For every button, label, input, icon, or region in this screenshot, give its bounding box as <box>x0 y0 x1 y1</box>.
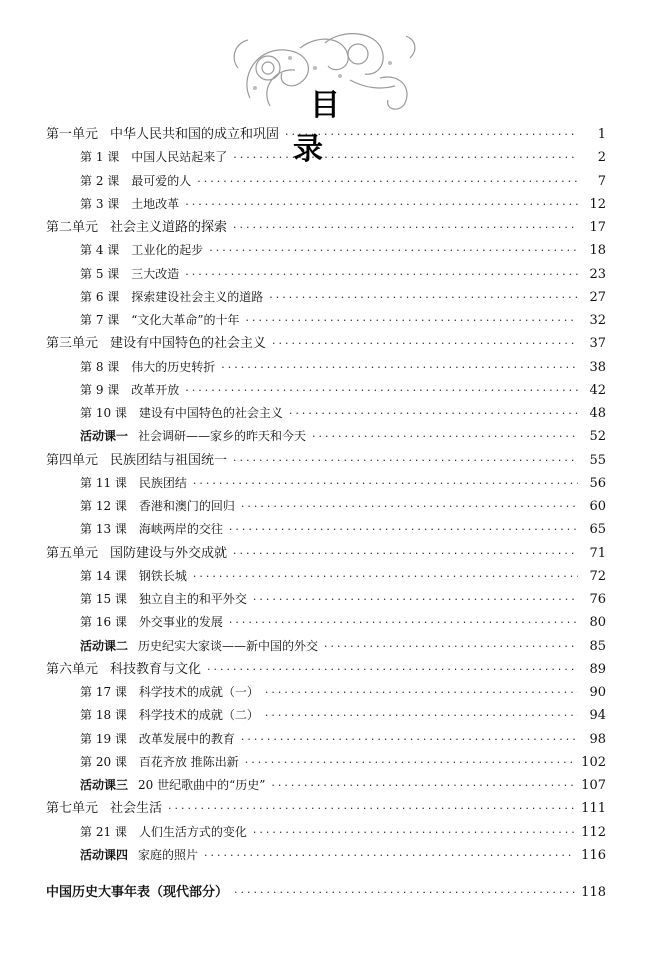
toc-row-lesson[interactable] <box>46 751 606 774</box>
toc-entry-title: 20 世纪歌曲中的“历史” <box>138 778 266 792</box>
toc-entry-title: 国防建设与外交成就 <box>110 545 228 561</box>
toc-entry-title: 香港和澳门的回归 <box>138 499 235 513</box>
dot-leader <box>185 263 578 286</box>
toc-entry-title: 钢铁长城 <box>138 568 187 583</box>
toc-page-number: 2 <box>597 150 606 166</box>
dot-leader <box>253 821 575 844</box>
toc-row-lesson[interactable] <box>46 402 606 425</box>
toc-entry-number: 第 19 课 <box>80 731 127 746</box>
toc-entry-number: 第 3 课 <box>80 196 120 211</box>
dot-leader <box>229 518 578 541</box>
toc-entry-number: 第六单元 <box>46 661 99 677</box>
page-title: 目 录 <box>293 88 374 167</box>
dot-leader <box>197 170 578 193</box>
toc-entry-title: 社会生活 <box>110 801 163 817</box>
toc-entry-number: 第 2 课 <box>80 173 120 188</box>
dot-leader <box>193 565 578 588</box>
toc-entry-number: 第二单元 <box>46 220 99 235</box>
dot-leader <box>265 704 578 727</box>
toc-page-number: 111 <box>581 801 606 817</box>
toc-entry-title: 历史纪实大家谈——新中国的外交 <box>138 638 319 653</box>
toc-entry-title: 科技教育与文化 <box>110 661 202 677</box>
toc-entry-title: 最可爱的人 <box>131 173 192 188</box>
toc-row-lesson[interactable] <box>46 239 606 262</box>
toc-entry-number: 第 7 课 <box>80 313 120 327</box>
toc-entry-title: “文化大革命”的十年 <box>131 313 240 327</box>
toc-row-activity[interactable] <box>46 844 606 867</box>
toc-page-number: 90 <box>589 685 606 700</box>
toc-row-lesson[interactable] <box>46 309 606 332</box>
toc-page-number: 7 <box>597 173 606 189</box>
toc-entry-title: 中国历史大事年表（现代部分） <box>46 885 229 900</box>
dot-leader <box>204 844 575 867</box>
toc-row-unit[interactable] <box>46 216 606 239</box>
toc-entry-title: 家庭的照片 <box>138 847 199 862</box>
toc-entry-title: 土地改革 <box>131 196 180 211</box>
dot-leader <box>312 425 578 448</box>
toc-row-unit[interactable] <box>46 542 606 565</box>
dot-leader <box>233 146 578 169</box>
toc-entry-number: 第 9 课 <box>80 382 120 397</box>
toc-entry-number: 第 4 课 <box>80 243 120 258</box>
toc-row-unit[interactable] <box>46 123 606 146</box>
dot-leader <box>245 751 575 774</box>
toc-entry-title: 中国人民站起来了 <box>131 150 228 165</box>
toc-page-number: 42 <box>589 382 606 398</box>
toc-row-lesson[interactable] <box>46 193 606 216</box>
toc-entry-title: 改革发展中的教育 <box>138 731 235 746</box>
toc-entry-number: 第 5 课 <box>80 266 120 281</box>
toc-page-number: 71 <box>589 545 606 561</box>
toc-row-lesson[interactable] <box>46 263 606 286</box>
toc-entry-number: 第七单元 <box>46 801 99 817</box>
toc-page-number: 60 <box>589 499 606 514</box>
toc-entry-title: 工业化的起步 <box>131 243 204 258</box>
toc-row-activity[interactable] <box>46 635 606 658</box>
toc-page-number: 38 <box>589 359 606 375</box>
toc-page-number: 118 <box>581 885 606 900</box>
toc-row-unit[interactable] <box>46 449 606 472</box>
toc-page-number: 17 <box>589 220 606 235</box>
dot-leader <box>233 216 578 239</box>
dot-leader <box>241 728 578 751</box>
toc-entry-number: 第四单元 <box>46 452 99 468</box>
toc-page-number: 18 <box>589 243 606 259</box>
toc-page-number: 12 <box>589 196 606 212</box>
toc-entry-number: 活动课三 <box>80 778 129 792</box>
dot-leader <box>221 356 578 379</box>
dot-leader <box>246 309 578 332</box>
toc-page-number: 85 <box>589 638 606 654</box>
toc-page-number: 72 <box>589 568 606 584</box>
toc-entry-number: 第五单元 <box>46 545 99 561</box>
toc-entry-number: 活动课四 <box>80 847 129 862</box>
toc-row-lesson[interactable] <box>46 495 606 518</box>
toc-entry-title: 建设有中国特色的社会主义 <box>138 406 283 420</box>
toc-page-number: 80 <box>589 615 606 631</box>
dot-leader <box>289 402 578 425</box>
toc-entry-number: 第 21 课 <box>80 824 127 839</box>
dot-leader <box>285 123 578 146</box>
toc-page-number: 98 <box>589 731 606 747</box>
toc-page-number: 76 <box>589 592 606 607</box>
toc-entry-number: 第 11 课 <box>80 475 127 490</box>
toc-row-lesson[interactable] <box>46 728 606 751</box>
toc-entry-title: 科学技术的成就（二） <box>138 708 259 723</box>
toc-entry-number: 第 16 课 <box>80 615 127 630</box>
toc-entry-number: 第 1 课 <box>80 150 120 165</box>
toc-entry-title: 民族团结 <box>138 475 187 490</box>
toc-entry-title: 改革开放 <box>131 382 180 397</box>
toc-entry-title: 海峡两岸的交往 <box>138 522 223 537</box>
toc-page-number: 1 <box>597 127 606 142</box>
dot-leader <box>209 239 578 262</box>
toc-page-number: 55 <box>589 452 606 468</box>
toc-row-unit[interactable] <box>46 658 606 681</box>
toc-entry-number: 第 8 课 <box>80 359 120 374</box>
toc-entry-number: 第 14 课 <box>80 568 127 583</box>
toc-entry-title: 中华人民共和国的成立和巩固 <box>110 127 280 142</box>
dot-leader <box>253 588 578 611</box>
toc-row-activity[interactable] <box>46 425 606 448</box>
toc-entry-number: 第三单元 <box>46 336 99 352</box>
toc-page-number: 116 <box>581 847 606 863</box>
toc-row-lesson[interactable] <box>46 704 606 727</box>
toc-page-number: 112 <box>581 824 606 840</box>
toc-page-number: 94 <box>589 708 606 724</box>
toc-row-lesson[interactable] <box>46 518 606 541</box>
toc-entry-number: 第 15 课 <box>80 592 127 606</box>
toc-row-lesson[interactable] <box>46 286 606 309</box>
toc-entry-number: 第 6 课 <box>80 289 120 304</box>
toc-entry-title: 百花齐放 推陈出新 <box>138 754 239 769</box>
table-of-contents <box>46 123 606 904</box>
toc-entry-title: 伟大的历史转折 <box>131 359 216 374</box>
toc-page-number: 56 <box>589 475 606 491</box>
toc-entry-title: 民族团结与祖国统一 <box>110 452 228 468</box>
toc-page-number: 107 <box>581 778 606 793</box>
toc-row-unit[interactable] <box>46 797 606 820</box>
toc-entry-title: 科学技术的成就（一） <box>138 685 259 699</box>
dot-leader <box>185 193 578 216</box>
toc-page-number: 89 <box>589 661 606 677</box>
toc-page-number: 102 <box>581 754 606 770</box>
dot-leader <box>207 658 578 681</box>
toc-entry-title: 社会调研——家乡的昨天和今天 <box>138 429 307 444</box>
toc-entry-title: 独立自主的和平外交 <box>138 592 247 606</box>
toc-page-number: 27 <box>589 289 606 305</box>
toc-entry-number: 活动课一 <box>80 429 129 444</box>
toc-row-lesson[interactable] <box>46 379 606 402</box>
toc-page-number: 37 <box>589 336 606 352</box>
toc-row-appendix[interactable] <box>46 881 606 904</box>
toc-entry-title: 探索建设社会主义的道路 <box>131 289 264 304</box>
toc-row-lesson[interactable] <box>46 681 606 704</box>
toc-entry-number: 第一单元 <box>46 127 99 142</box>
toc-row-lesson[interactable] <box>46 565 606 588</box>
dot-leader <box>265 681 578 704</box>
toc-page-number: 32 <box>589 313 606 328</box>
toc-page-number: 23 <box>589 266 606 282</box>
toc-entry-number: 第 18 课 <box>80 708 127 723</box>
toc-entry-number: 第 12 课 <box>80 499 127 513</box>
dot-leader <box>229 611 578 634</box>
dot-leader <box>271 774 575 797</box>
toc-row-lesson[interactable] <box>46 611 606 634</box>
toc-row-lesson[interactable] <box>46 821 606 844</box>
toc-row-activity[interactable] <box>46 774 606 797</box>
dot-leader <box>233 449 578 472</box>
dot-leader <box>234 881 575 904</box>
toc-entry-number: 第 10 课 <box>80 406 127 420</box>
toc-entry-number: 第 13 课 <box>80 522 127 537</box>
toc-page-number: 48 <box>589 406 606 421</box>
dot-leader <box>185 379 578 402</box>
toc-entry-title: 人们生活方式的变化 <box>138 824 247 839</box>
dot-leader <box>193 472 578 495</box>
dot-leader <box>272 332 578 355</box>
toc-row-lesson[interactable] <box>46 170 606 193</box>
toc-page-number: 65 <box>589 522 606 538</box>
toc-row-lesson[interactable] <box>46 356 606 379</box>
toc-entry-title: 建设有中国特色的社会主义 <box>110 336 267 352</box>
toc-row-lesson[interactable] <box>46 588 606 611</box>
dot-leader <box>269 286 578 309</box>
toc-header <box>230 28 420 167</box>
toc-entry-title: 社会主义道路的探索 <box>110 220 228 235</box>
dot-leader <box>324 635 578 658</box>
toc-row-lesson[interactable] <box>46 472 606 495</box>
toc-entry-title: 外交事业的发展 <box>138 615 223 630</box>
dot-leader <box>241 495 578 518</box>
dot-leader <box>233 542 578 565</box>
toc-page-number: 52 <box>589 429 606 445</box>
toc-entry-number: 活动课二 <box>80 638 129 653</box>
toc-row-lesson[interactable] <box>46 146 606 169</box>
toc-row-unit[interactable] <box>46 332 606 355</box>
toc-entry-title: 三大改造 <box>131 266 180 281</box>
dot-leader <box>168 797 575 820</box>
toc-entry-number: 第 20 课 <box>80 754 127 769</box>
toc-entry-number: 第 17 课 <box>80 685 127 699</box>
